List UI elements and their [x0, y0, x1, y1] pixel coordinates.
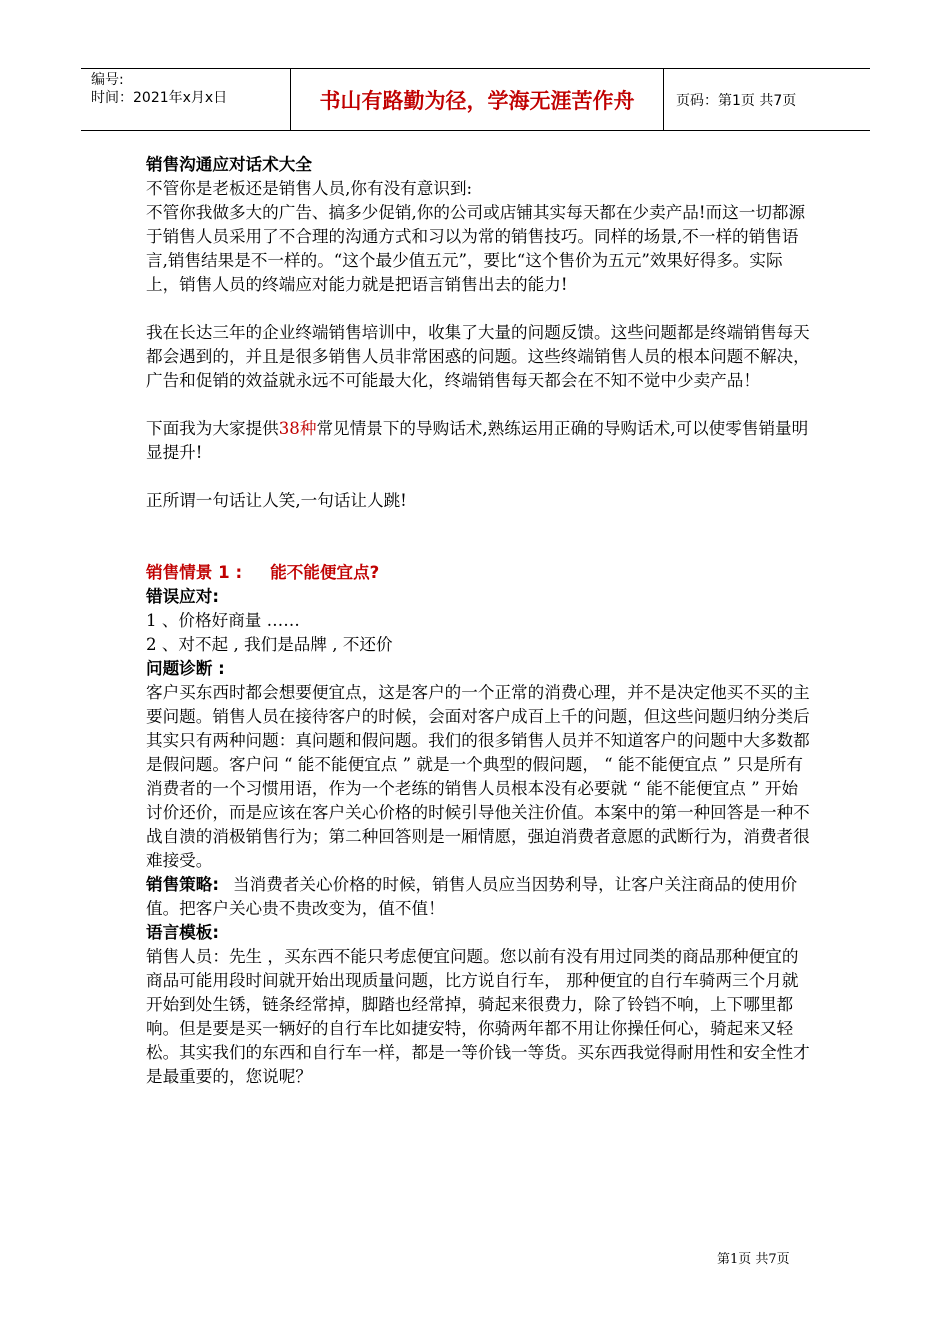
- strategy-paragraph: [146, 873, 814, 921]
- page-footer: 第1页 共7页: [717, 1252, 790, 1267]
- template-label: 语言模板:: [146, 923, 220, 942]
- header-page-label: 页码：第1页 共7页: [676, 92, 797, 109]
- p3-before: 下面我为大家提供: [146, 419, 279, 438]
- code-label: 编号:: [91, 72, 124, 88]
- wrong-answer-1: 1 、价格好商量 ……: [146, 611, 300, 630]
- wrong-answer-2: 2 、对不起 , 我们是品牌 , 不还价: [146, 635, 393, 654]
- strategy-label: 销售策略:: [146, 875, 220, 894]
- paragraph-2: 我在长达三年的企业终端销售培训中，收集了大量的问题反馈。这些问题都是终端销售每天都会遇到的，并且是很多销售人员非常困惑的问题。这些终端销售人员的根本问题不解决，广告和促销的效益就永远不可能最大化，终端销售每天都会在不知不觉中少卖产品！: [146, 323, 810, 390]
- doc-title: 销售沟通应对话术大全: [146, 155, 312, 174]
- scene-heading: [146, 561, 814, 585]
- scene-label: 销售情景 1 :: [146, 563, 243, 582]
- document-body: [146, 153, 814, 1089]
- time-label: 时间：2021年x月x日: [91, 90, 228, 106]
- template-text: 销售人员：先生 ，买东西不能只考虑便宜问题。您以前有没有用过同类的商品那种便宜的商品可能用段时间就开始出现质量问题，比方说自行车， 那种便宜的自行车骑两三个月就开始到处生锈，链条经常掉，脚踏也经常掉，骑起来很费力，除了铃铛不响，上下哪里都响。但是要是买一辆好的自行车比如捷安特，你骑两年都不用让你操任何心，骑起来又轻松。其实我们的东西和自行车一样，都是一等价钱一等货。买东西我觉得耐用性和安全性才是最重要的，您说呢？: [146, 947, 810, 1086]
- scene-title: 能不能便宜点?: [270, 563, 380, 582]
- intro-question: 不管你是老板还是销售人员,你有没有意识到:: [146, 179, 473, 198]
- p3-highlight: 38种: [278, 419, 317, 438]
- header-motto: 书山有路勤为径，学海无涯苦作舟: [291, 69, 664, 130]
- wrong-label: 错误应对:: [146, 587, 220, 606]
- paragraph-3: [146, 417, 814, 465]
- diagnosis-text: 客户买东西时都会想要便宜点，这是客户的一个正常的消费心理，并不是决定他买不买的主要问题。销售人员在接待客户的时候，会面对客户成百上千的问题，但这些问题归纳分类后其实只有两种问题：真问题和假问题。我们的很多销售人员并不知道客户的问题中大多数都是假问题。客户问 “ 能不能便宜点 ” 就是一个典型的假问题， “ 能不能便宜点 ” 只是所有消费者的一个习惯用语，作为一个老练的销售人员根本没有必要就 “ 能不能便宜点 ” 开始讨价还价，而是应该在客户关心价格的时候引导他关注价值。本案中的第一种回答是一种不战自溃的消极销售行为；第二种回答则是一厢情愿，强迫消费者意愿的武断行为，消费者很难接受。: [146, 683, 810, 870]
- diagnosis-label: 问题诊断 :: [146, 659, 225, 678]
- header-meta: [81, 69, 291, 130]
- p3-after: 常见情景下的导购话术,熟练运用正确的导购话术,可以使零售销量明显提升!: [146, 419, 809, 462]
- strategy-text: 当消费者关心价格的时候，销售人员应当因势利导，让客户关注商品的使用价值。把客户关心贵不贵改变为，值不值！: [146, 875, 798, 918]
- paragraph-1: 不管你我做多大的广告、搞多少促销,你的公司或店铺其实每天都在少卖产品!而这一切都源于销售人员采用了不合理的沟通方式和习以为常的销售技巧。同样的场景,不一样的销售语言,销售结果是不一样的。“这个最少值五元”，要比“这个售价为五元”效果好得多。实际上，销售人员的终端应对能力就是把语言销售出去的能力!: [146, 203, 806, 294]
- paragraph-4: 正所谓一句话让人笑,一句话让人跳!: [146, 491, 407, 510]
- page-header: [81, 68, 870, 131]
